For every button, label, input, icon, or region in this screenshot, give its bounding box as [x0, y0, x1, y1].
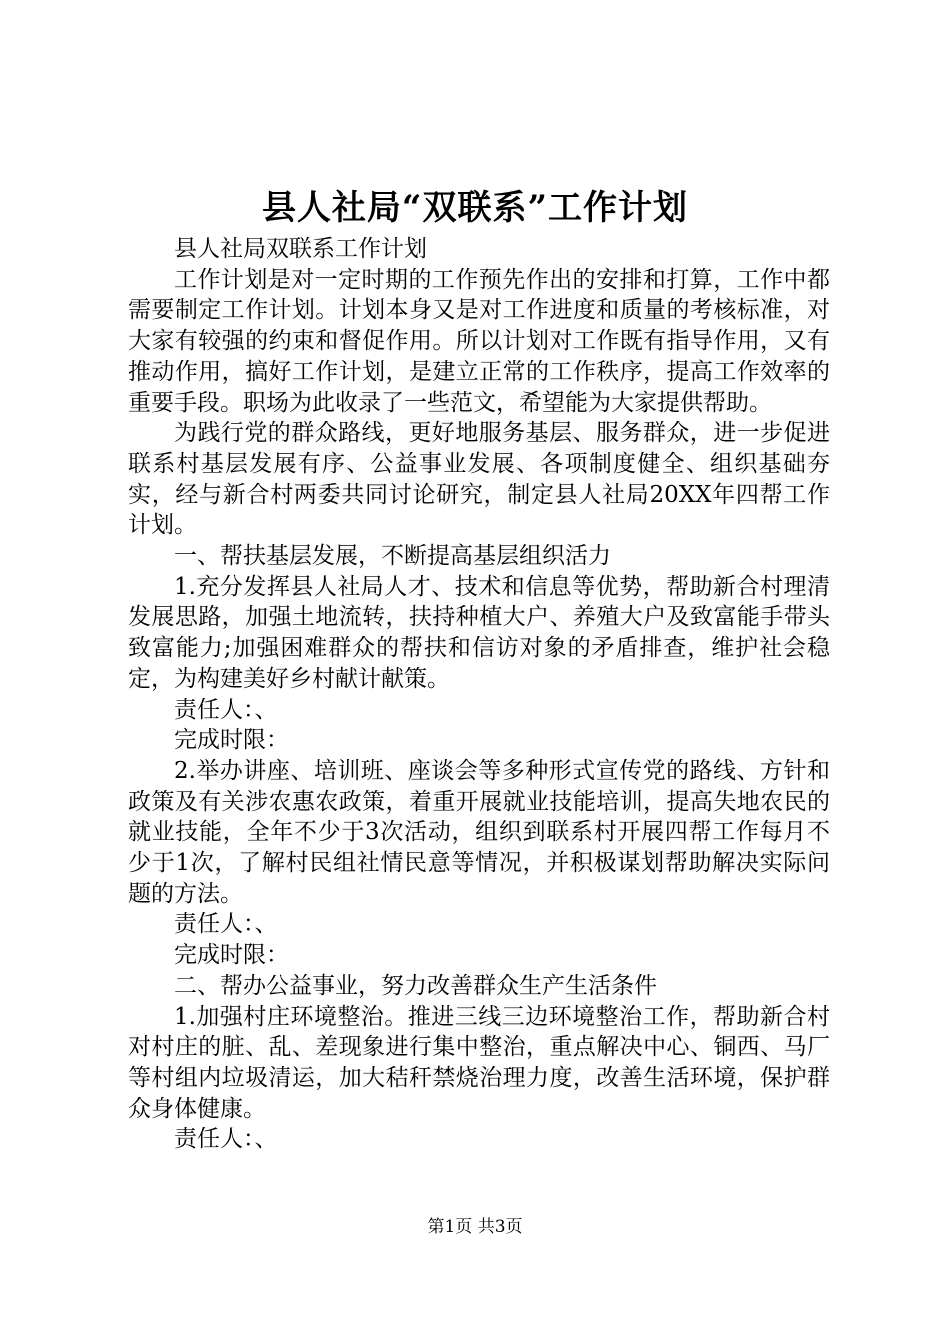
responsible-person-line: 责任人：、 — [174, 1126, 278, 1153]
item-paragraph-1-1: 1.充分发挥县人社局人才、技术和信息等优势，帮助新合村理清发展思路，加强土地流转，扶持种植大户、养殖大户及致富能手带头致富能力;加强困难群众的帮扶和信访对象的矛盾排查，维护社会稳定，为构建美好乡村献计献策。 — [128, 573, 830, 692]
responsible-person-line: 责任人：、 — [174, 911, 278, 938]
responsible-person-line: 责任人：、 — [174, 696, 278, 723]
item-paragraph-1-2: 2.举办讲座、培训班、座谈会等多种形式宣传党的路线、方针和政策及有关涉农惠农政策，着重开展就业技能培训，提高失地农民的就业技能，全年不少于3次活动，组织到联系村开展四帮工作每月不少于1次，了解村民组社情民意等情况，并积极谋划帮助解决实际问题的方法。 — [128, 757, 830, 907]
intro-paragraph: 工作计划是对一定时期的工作预先作出的安排和打算，工作中都需要制定工作计划。计划本身又是对工作进度和质量的考核标准，对大家有较强的约束和督促作用。所以计划对工作既有指导作用，又有推动作用，搞好工作计划，是建立正常的工作秩序，提高工作效率的重要手段。职场为此收录了一些范文，希望能为大家提供帮助。 — [128, 266, 830, 416]
document-body — [128, 234, 830, 1155]
deadline-line: 完成时限： — [174, 727, 289, 754]
deadline-line: 完成时限： — [174, 942, 289, 969]
item-paragraph-2-1: 1.加强村庄环境整治。推进三线三边环境整治工作，帮助新合村对村庄的脏、乱、差现象进行集中整治，重点解决中心、铜西、马厂等村组内垃圾清运，加大秸秆禁烧治理力度，改善生活环境，保护群众身体健康。 — [128, 1003, 830, 1122]
document-title: 县人社局“双联系”工作计划 — [261, 188, 689, 228]
section-heading-1: 一、帮扶基层发展，不断提高基层组织活力 — [174, 543, 611, 570]
section-heading-2: 二、帮办公益事业，努力改善群众生产生活条件 — [174, 972, 657, 999]
subtitle-line: 县人社局双联系工作计划 — [174, 236, 427, 262]
purpose-paragraph: 为践行党的群众路线，更好地服务基层、服务群众，进一步促进联系村基层发展有序、公益事业发展、各项制度健全、组织基础夯实，经与新合村两委共同讨论研究，制定县人社局20XX年四帮工作计划。 — [128, 420, 830, 539]
page-number-footer: 第1页 共3页 — [427, 1217, 523, 1237]
